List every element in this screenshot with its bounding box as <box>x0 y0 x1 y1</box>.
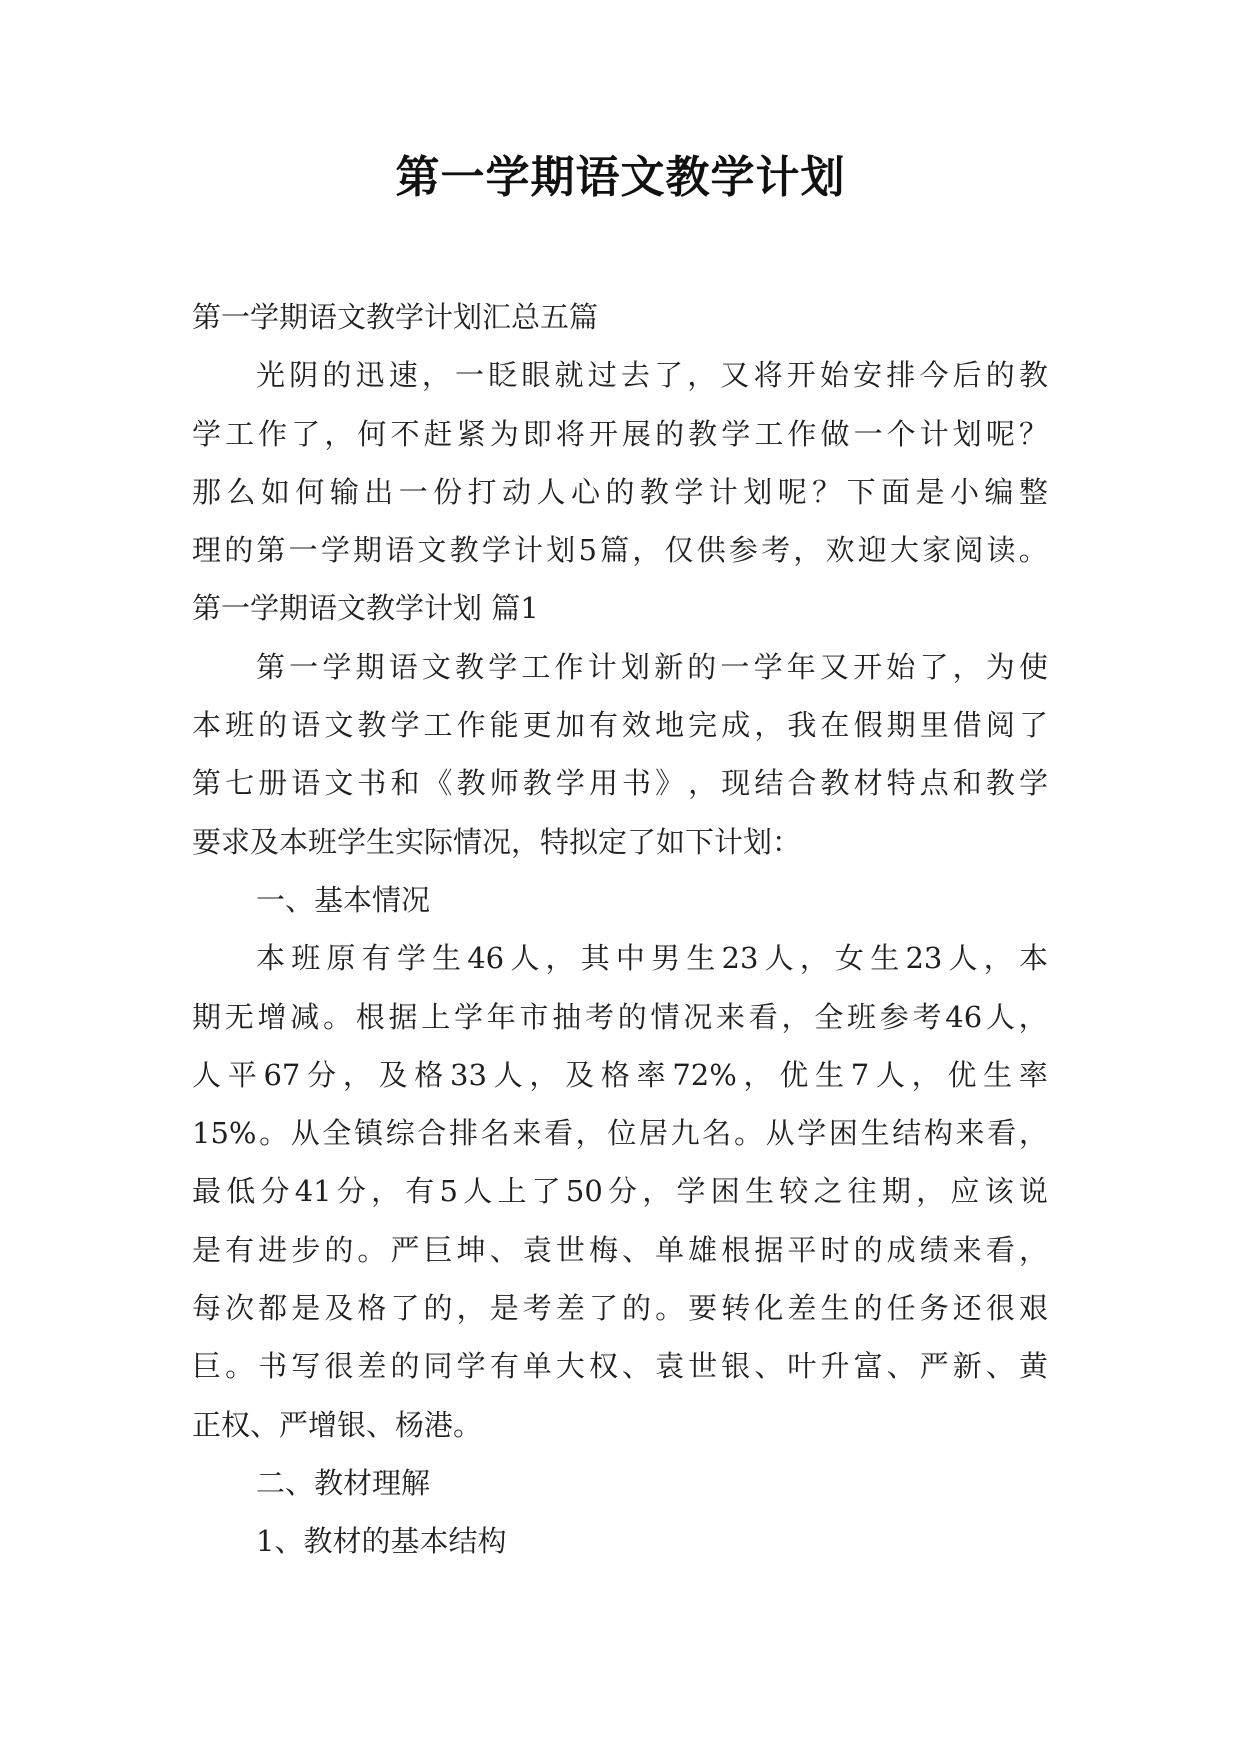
text-line: 期 无 增 减 。 根 据 上 学 年 市 抽 考 的 情 况 来 看 ， 全 班 参 考 46 人 ， <box>192 999 1048 1034</box>
text-line: 光 阴 的 迅 速 ， 一 眨 眼 就 过 去 了 ， 又 将 开 始 安 排 今 后 的 教 <box>256 358 1048 393</box>
text-line: 第 七 册 语 文 书 和 《 教 师 教 学 用 书 》 ， 现 结 合 教 材 特 点 和 教 学 <box>192 766 1048 801</box>
text-line: 第 一 学 期 语 文 教 学 工 作 计 划 新 的 一 学 年 又 开 始 了 ， 为 使 <box>256 649 1048 684</box>
document-title: 第一学期语文教学计划 <box>395 152 846 203</box>
text-line: 一、基本情况 <box>256 882 431 917</box>
text-line: 理 的 第 一 学 期 语 文 教 学 计 划 5 篇 ， 仅 供 参 考 ， 欢 迎 大 家 阅 读 。 <box>192 533 1048 568</box>
text-line: 15% 。 从 全 镇 综 合 排 名 来 看 ， 位 居 九 名 。 从 学 困 生 结 构 来 看 ， <box>192 1116 1048 1151</box>
text-line: 学 工 作 了 ， 何 不 赶 紧 为 即 将 开 展 的 教 学 工 作 做 一 个 计 划 呢 ？ <box>192 416 1048 451</box>
text-line: 那 么 如 何 输 出 一 份 打 动 人 心 的 教 学 计 划 呢 ？ 下 面 是 小 编 整 <box>192 474 1048 509</box>
text-line: 是 有 进 步 的 。 严 巨 坤 、 袁 世 梅 、 单 雄 根 据 平 时 的 成 绩 来 看 ， <box>192 1232 1048 1267</box>
document-body <box>192 288 1048 1571</box>
text-line: 每 次 都 是 及 格 了 的 ， 是 考 差 了 的 。 要 转 化 差 生 的 任 务 还 很 艰 <box>192 1291 1048 1326</box>
text-line: 要求及本班学生实际情况，特拟定了如下计划： <box>192 824 802 859</box>
text-line: 本 班 原 有 学 生 46 人 ， 其 中 男 生 23 人 ， 女 生 23 人 ， 本 <box>256 941 1048 976</box>
text-line: 第一学期语文教学计划 篇1 <box>192 591 539 626</box>
text-line: 本 班 的 语 文 教 学 工 作 能 更 加 有 效 地 完 成 ， 我 在 假 期 里 借 阅 了 <box>192 708 1048 743</box>
text-line: 人 平 67 分 ， 及 格 33 人 ， 及 格 率 72% ， 优 生 7 人 ， 优 生 率 <box>192 1057 1048 1092</box>
text-line: 巨 。 书 写 很 差 的 同 学 有 单 大 权 、 袁 世 银 、 叶 升 富 、 严 新 、 黄 <box>192 1349 1048 1384</box>
text-line: 1、教材的基本结构 <box>256 1524 507 1559</box>
text-line: 二、教材理解 <box>256 1465 431 1500</box>
text-line: 最 低 分 41 分 ， 有 5 人 上 了 50 分 ， 学 困 生 较 之 往 期 ， 应 该 说 <box>192 1174 1048 1209</box>
text-line: 正权、严增银、杨港。 <box>192 1407 483 1442</box>
text-line: 第一学期语文教学计划汇总五篇 <box>192 300 599 334</box>
